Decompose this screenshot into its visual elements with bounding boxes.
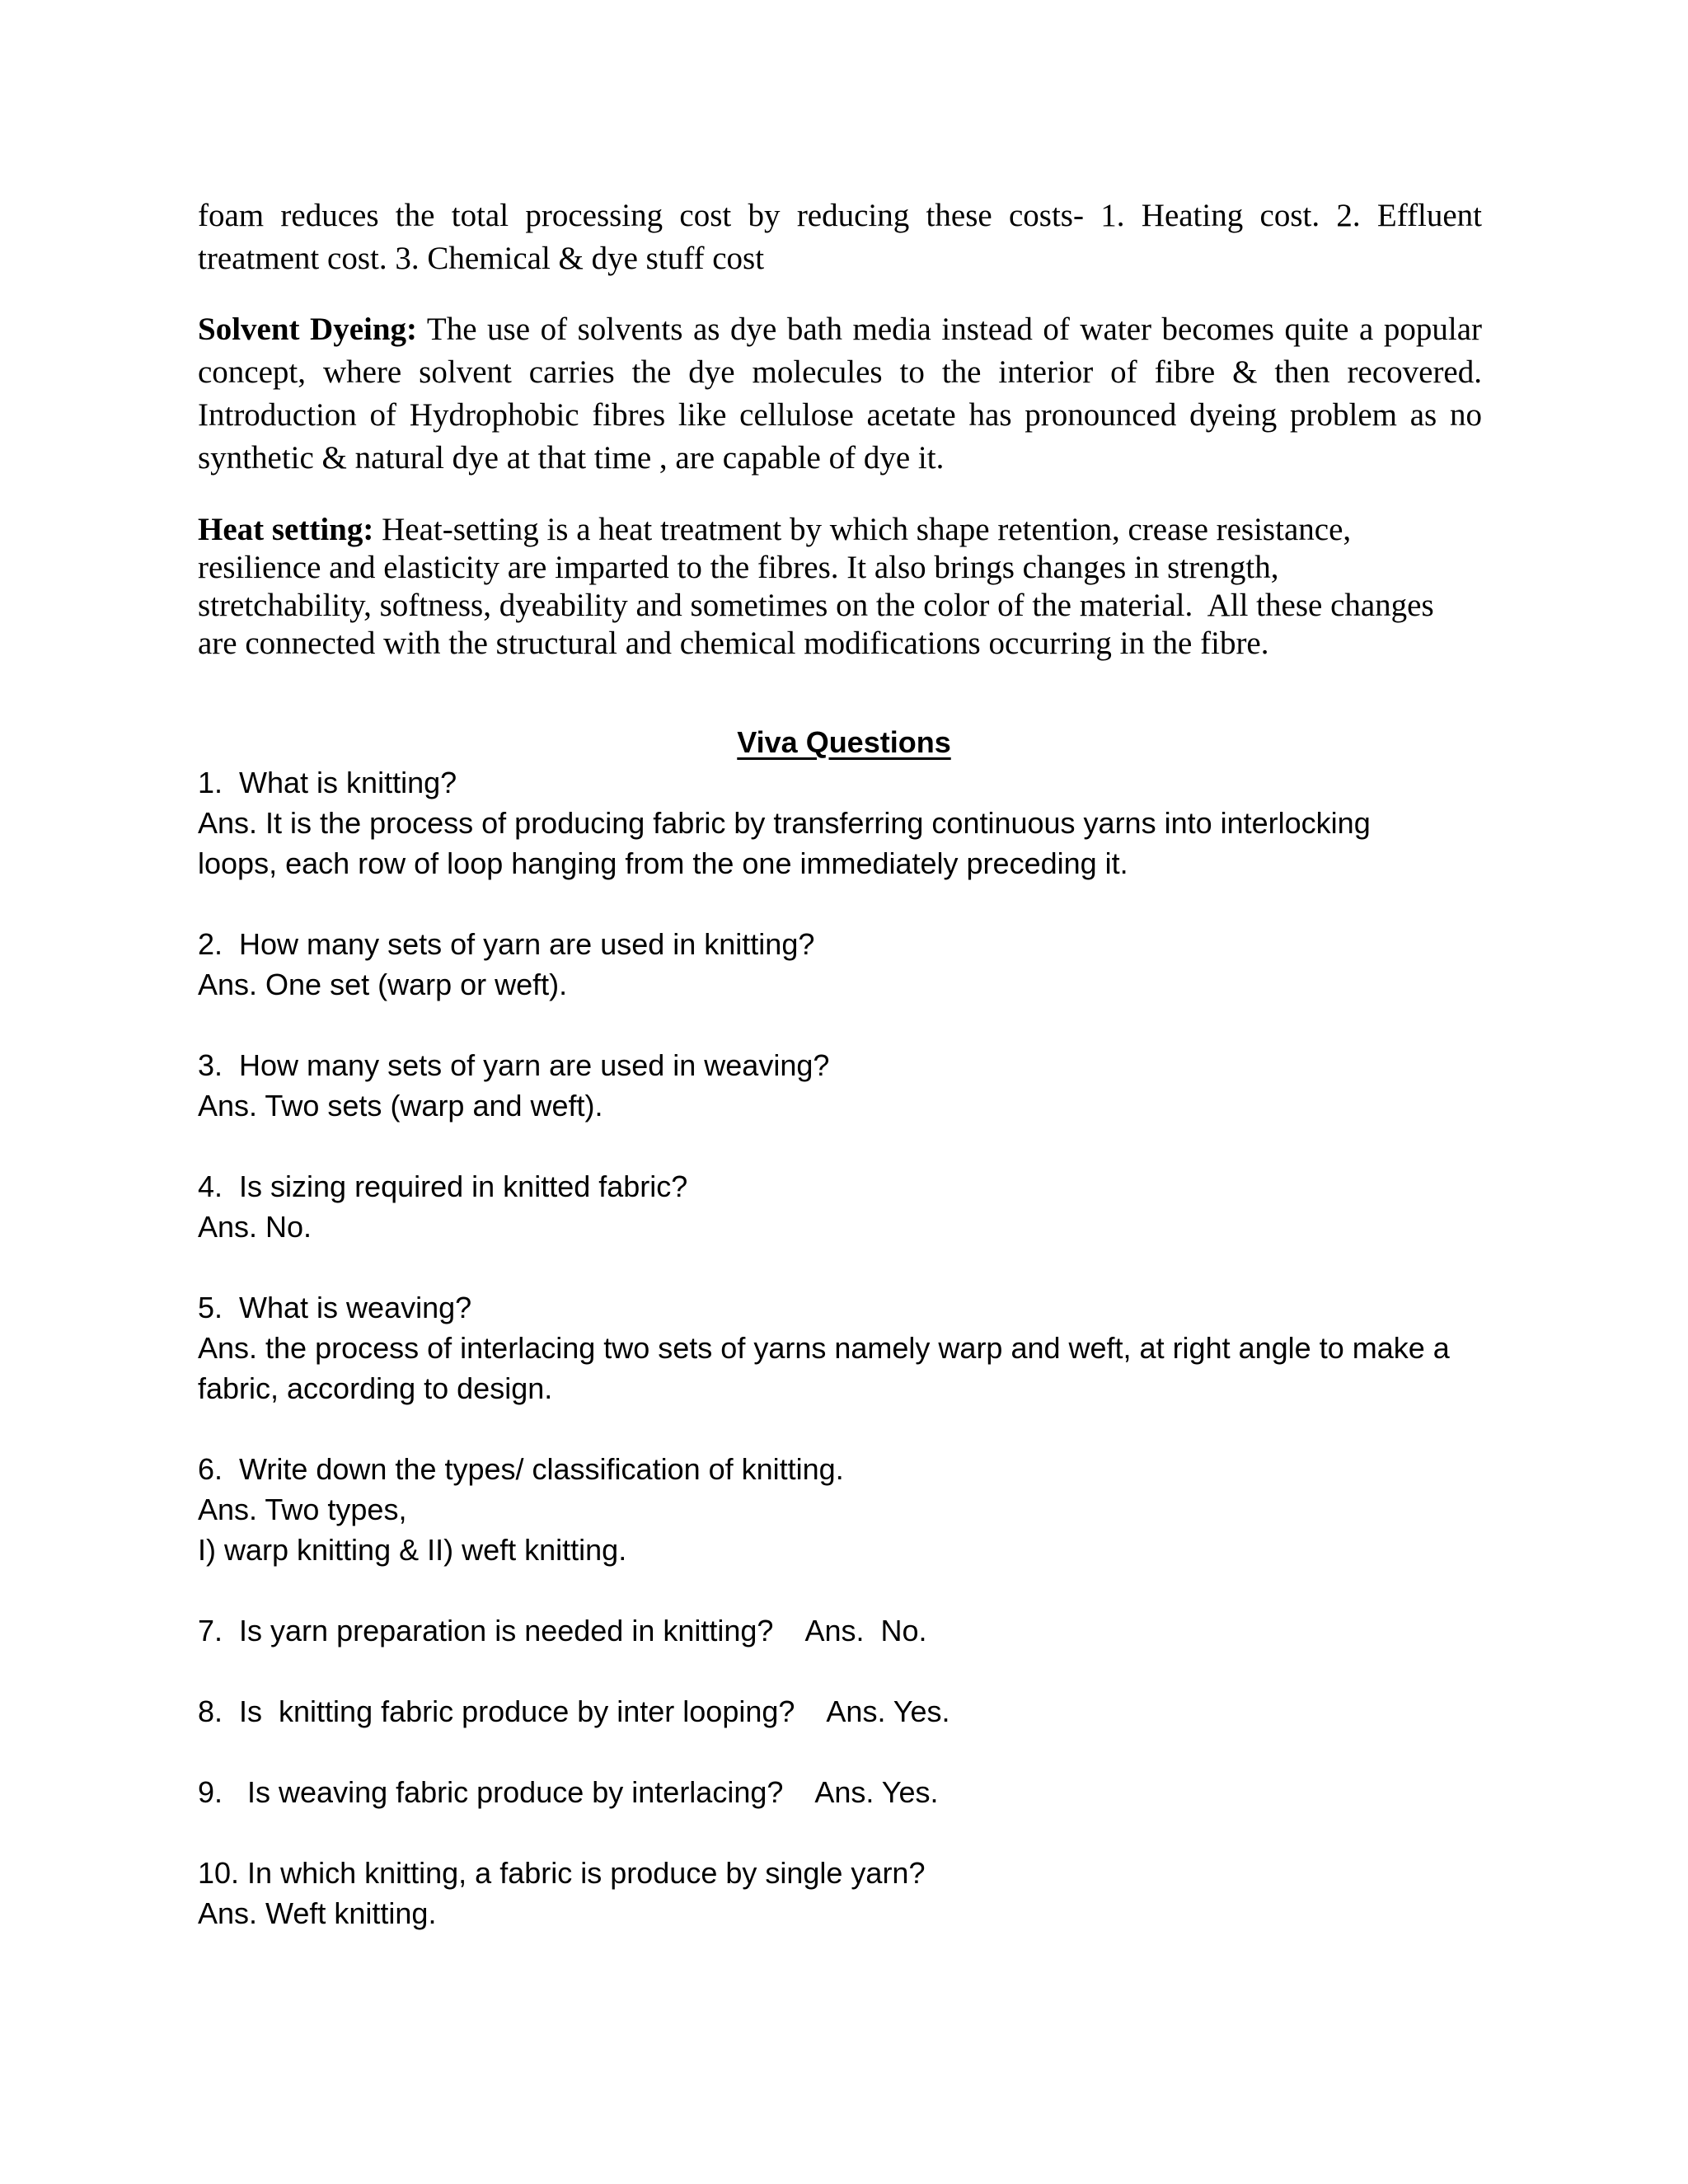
answer-text: Ans. No. — [804, 1614, 927, 1647]
solvent-dyeing-text: The use of solvents as dye bath media instead of water becomes quite a popular concept, where solvent carries the dye molecules to the interior of fibre & then recovered. Introduction of Hydrophobic fibres like cellulose acetate has pronounced dyeing problem as no synthetic & natural dye at that time , are capable of dye it. — [198, 312, 1483, 476]
question-text: 7. Is yarn preparation is needed in knitting? — [198, 1614, 774, 1647]
viva-question-8 — [198, 1691, 1517, 1732]
heat-setting-line-1: Heat-setting is a heat treatment by which shape retention, crease resistance, — [373, 512, 1352, 547]
question-text: 8. Is knitting fabric produce by inter looping? — [198, 1694, 795, 1728]
heat-setting-label: Heat setting: — [198, 512, 374, 547]
solvent-dyeing-paragraph — [198, 308, 1482, 480]
heat-setting-line-3: stretchability, softness, dyeability and sometimes on the color of the material. All these changes — [198, 588, 1434, 623]
answer-text: I) warp knitting & II) weft knitting. — [198, 1533, 627, 1567]
answer-text: loops, each row of loop hanging from the one immediately preceding it. — [198, 846, 1128, 880]
viva-question-7 — [198, 1610, 1517, 1651]
viva-question-5 — [198, 1287, 1517, 1408]
answer-text: Ans. the process of interlacing two sets of yarns namely warp and weft, at right angle to make a — [198, 1331, 1450, 1365]
answer-text: Ans. Weft knitting. — [198, 1896, 437, 1930]
heat-setting-line-4: are connected with the structural and chemical modifications occurring in the fibre. — [198, 626, 1269, 661]
answer-text: Ans. One set (warp or weft). — [198, 968, 568, 1001]
foam-text: foam reduces the total processing cost by reducing these costs- 1. Heating cost. 2. Effluent treatment cost. 3. Chemical & dye stuff cost — [198, 198, 1482, 276]
question-text: 1. What is knitting? — [198, 766, 457, 799]
viva-questions-list — [198, 762, 1517, 1974]
question-text: 10. In which knitting, a fabric is produce by single yarn? — [198, 1856, 926, 1890]
question-text: 4. Is sizing required in knitted fabric? — [198, 1169, 688, 1203]
viva-question-3 — [198, 1045, 1517, 1126]
answer-text: Ans. It is the process of producing fabric by transferring continuous yarns into interlocking — [198, 806, 1371, 840]
foam-paragraph — [198, 194, 1482, 280]
answer-text: Ans. Two types, — [198, 1493, 407, 1526]
viva-question-9 — [198, 1772, 1517, 1812]
answer-text: Ans. No. — [198, 1210, 312, 1244]
question-text: 9. Is weaving fabric produce by interlacing? — [198, 1775, 784, 1809]
viva-question-10 — [198, 1853, 1517, 1933]
viva-question-2 — [198, 924, 1517, 1005]
viva-question-4 — [198, 1166, 1517, 1247]
answer-text: Ans. Yes. — [814, 1775, 939, 1809]
question-text: 2. How many sets of yarn are used in knitting? — [198, 927, 815, 961]
question-text: 6. Write down the types/ classification of knitting. — [198, 1452, 844, 1486]
heat-setting-line-2: resilience and elasticity are imparted to the fibres. It also brings changes in strength, — [198, 550, 1279, 585]
solvent-dyeing-label: Solvent Dyeing: — [198, 312, 418, 347]
question-text: 5. What is weaving? — [198, 1291, 472, 1324]
answer-text: Ans. Yes. — [826, 1694, 950, 1728]
viva-questions-heading: Viva Questions — [737, 725, 951, 759]
question-text: 3. How many sets of yarn are used in weaving? — [198, 1048, 830, 1082]
viva-question-1 — [198, 762, 1517, 883]
heat-setting-paragraph — [198, 511, 1517, 663]
answer-text: fabric, according to design. — [198, 1371, 553, 1405]
answer-text: Ans. Two sets (warp and weft). — [198, 1089, 603, 1122]
viva-question-6 — [198, 1449, 1517, 1570]
